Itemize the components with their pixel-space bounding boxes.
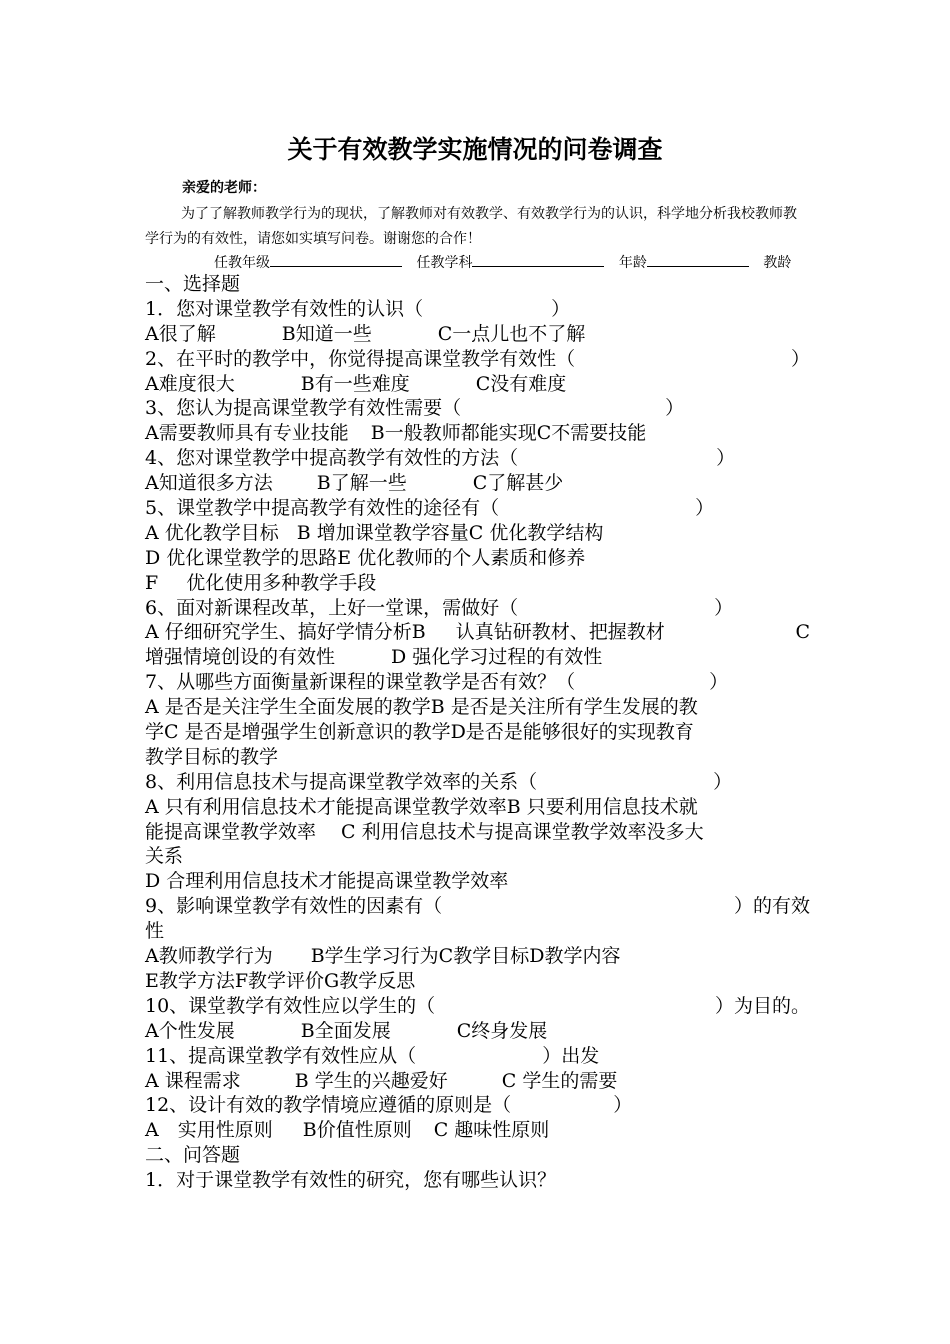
question-7 (145, 670, 810, 695)
question-close: ） (716, 447, 736, 470)
option-b[interactable]: B有一些难度 (300, 372, 410, 395)
question-stem: 4、您对课堂教学中提高教学有效性的方法（ (145, 447, 519, 470)
option-b[interactable]: B一般教师都能实现 (370, 422, 537, 445)
question-9 (145, 894, 810, 919)
question-stem: 6、面对新课程改革，上好一堂课，需做好（ (145, 596, 519, 619)
essay-question-1: 1．对于课堂教学有效性的研究，您有哪些认识？ (145, 1169, 557, 1192)
question-12-options (145, 1118, 810, 1143)
option-b[interactable]: B 学生的兴趣爱好 (294, 1069, 448, 1092)
option-f-letter[interactable]: F (145, 571, 159, 594)
option-a[interactable]: A 仔细研究学生、搞好学情分析 (145, 621, 412, 644)
question-6 (145, 596, 810, 621)
question-stem: 5、课堂教学中提高教学有效性的途径有（ (145, 497, 500, 520)
questions-body (145, 272, 810, 1193)
option-b[interactable]: B知道一些 (281, 322, 372, 345)
option-b[interactable]: B全面发展 (300, 1019, 391, 1042)
question-close: ） (709, 671, 729, 694)
question-4 (145, 446, 810, 471)
subject-blank[interactable] (472, 252, 604, 267)
question-close: ） (714, 596, 734, 619)
question-9-options-1: A教师教学行为 B学生学习行为C教学目标D教学内容 (145, 945, 621, 968)
question-5-options-2 (145, 546, 810, 571)
question-5 (145, 496, 810, 521)
question-close: ） (713, 770, 733, 793)
option-c[interactable]: C 学生的需要 (501, 1069, 618, 1092)
question-7-options-3: 教学目标的教学 (145, 745, 279, 768)
section-heading-choice: 一、选择题 (145, 273, 241, 295)
question-close: ） (551, 297, 571, 320)
grade-label: 任教年级 (214, 255, 270, 271)
question-7-options-2: 学C 是否是增强学生创新意识的教学D是否是能够很好的实现教育 (145, 721, 694, 744)
greeting: 亲爱的老师： (182, 180, 266, 196)
question-5-options-1 (145, 521, 810, 546)
option-a[interactable]: A个性发展 (145, 1019, 235, 1042)
teaching-age-label: 教龄 (763, 255, 792, 271)
question-12 (145, 1093, 810, 1118)
question-close: ）的有效 (733, 895, 810, 918)
question-stem: 11、提高课堂教学有效性应从（ (145, 1044, 417, 1067)
question-7-options-1: A 是否是关注学生全面发展的教学B 是否是关注所有学生发展的教 (145, 696, 698, 719)
question-1-options (145, 322, 810, 347)
question-stem: 10、课堂教学有效性应以学生的（ (145, 994, 436, 1017)
question-3-options (145, 421, 810, 446)
question-11-options (145, 1069, 810, 1094)
question-5-options-3 (145, 571, 810, 596)
option-e[interactable]: E 优化教师的个人素质和修养 (337, 546, 586, 569)
grade-blank[interactable] (270, 252, 402, 267)
subject-label: 任教学科 (416, 255, 473, 271)
option-c[interactable]: C 优化教学结构 (468, 521, 604, 544)
document-title: 关于有效教学实施情况的问卷调查 (287, 135, 663, 164)
question-8-options-1: A 只有利用信息技术才能提高课堂教学效率B 只要利用信息技术就 (145, 795, 698, 818)
question-8-options-3: 关系 (145, 845, 184, 868)
option-a[interactable]: A 课程需求 (145, 1069, 241, 1092)
option-c[interactable]: 增强情境创设的有效性 (145, 646, 336, 669)
question-stem: 9、影响课堂教学有效性的因素有（ (145, 895, 443, 918)
question-3 (145, 396, 810, 421)
question-stem: 7、从哪些方面衡量新课程的课堂教学是否有效？（ (145, 671, 576, 694)
question-2-options (145, 372, 810, 397)
question-close: ）为目的。 (714, 994, 810, 1017)
option-b-letter[interactable]: B (411, 621, 426, 644)
option-d[interactable]: D 优化课堂教学的思路 (145, 546, 338, 569)
question-1 (145, 297, 810, 322)
age-label: 年龄 (618, 255, 647, 271)
question-9-continuation: 性 (145, 920, 165, 943)
option-c[interactable]: C 趣味性原则 (433, 1119, 550, 1142)
question-8-options-4: D 合理利用信息技术才能提高课堂教学效率 (145, 870, 509, 893)
question-8-options-2: 能提高课堂教学效率 C 利用信息技术与提高课堂教学效率没多大 (145, 820, 704, 843)
option-c-letter[interactable]: C (795, 621, 810, 644)
option-c[interactable]: C不需要技能 (536, 422, 647, 445)
question-close: ）出发 (542, 1044, 600, 1067)
question-8 (145, 770, 810, 795)
question-stem: 8、利用信息技术与提高课堂教学效率的关系（ (145, 770, 538, 793)
question-6-options-2 (145, 645, 810, 670)
option-b[interactable]: B了解一些 (316, 472, 407, 495)
option-c[interactable]: C没有难度 (475, 372, 567, 395)
question-4-options (145, 471, 810, 496)
option-f[interactable]: 优化使用多种教学手段 (186, 571, 377, 594)
question-10-options (145, 1019, 810, 1044)
option-c[interactable]: C一点儿也不了解 (437, 322, 586, 345)
question-stem: 3、您认为提高课堂教学有效性需要（ (145, 397, 462, 420)
option-a[interactable]: A需要教师具有专业技能 (145, 422, 349, 445)
question-close: ） (665, 397, 685, 420)
age-blank[interactable] (647, 252, 749, 267)
question-stem: 12、设计有效的教学情境应遵循的原则是（ (145, 1094, 512, 1117)
question-2 (145, 347, 810, 372)
option-c[interactable]: C终身发展 (456, 1019, 548, 1042)
question-10 (145, 994, 810, 1019)
option-a[interactable]: A 实用性原则 (145, 1119, 273, 1142)
question-close: ） (790, 347, 810, 370)
option-a[interactable]: A知道很多方法 (145, 472, 273, 495)
option-d[interactable]: D 强化学习过程的有效性 (391, 646, 603, 669)
question-close: ） (695, 497, 715, 520)
option-c[interactable]: C了解甚少 (472, 472, 564, 495)
question-close: ） (613, 1094, 633, 1117)
question-9-options-2: E教学方法F教学评价G教学反思 (145, 969, 416, 992)
option-a[interactable]: A 优化教学目标 (145, 521, 279, 544)
option-b[interactable]: B价值性原则 (302, 1119, 412, 1142)
question-11 (145, 1044, 810, 1069)
intro-paragraph: 为了了解教师教学行为的现状，了解教师对有效教学、有效教学行为的认识，科学地分析我校教师教学行为的有效性，请您如实填写问卷。谢谢您的合作！ (145, 206, 797, 247)
option-b[interactable]: B 增加课堂教学容量 (296, 521, 469, 544)
option-a[interactable]: A难度很大 (145, 372, 235, 395)
respondent-info-row (214, 252, 814, 273)
section-heading-essay: 二、问答题 (145, 1144, 241, 1167)
question-stem: 2、在平时的教学中，你觉得提高课堂教学有效性（ (145, 347, 576, 370)
option-a[interactable]: A很了解 (145, 322, 216, 345)
option-b[interactable]: 认真钻研教材、把握教材 (455, 621, 665, 644)
question-stem: 1．您对课堂教学有效性的认识（ (145, 297, 424, 320)
question-6-options-1 (145, 620, 810, 645)
